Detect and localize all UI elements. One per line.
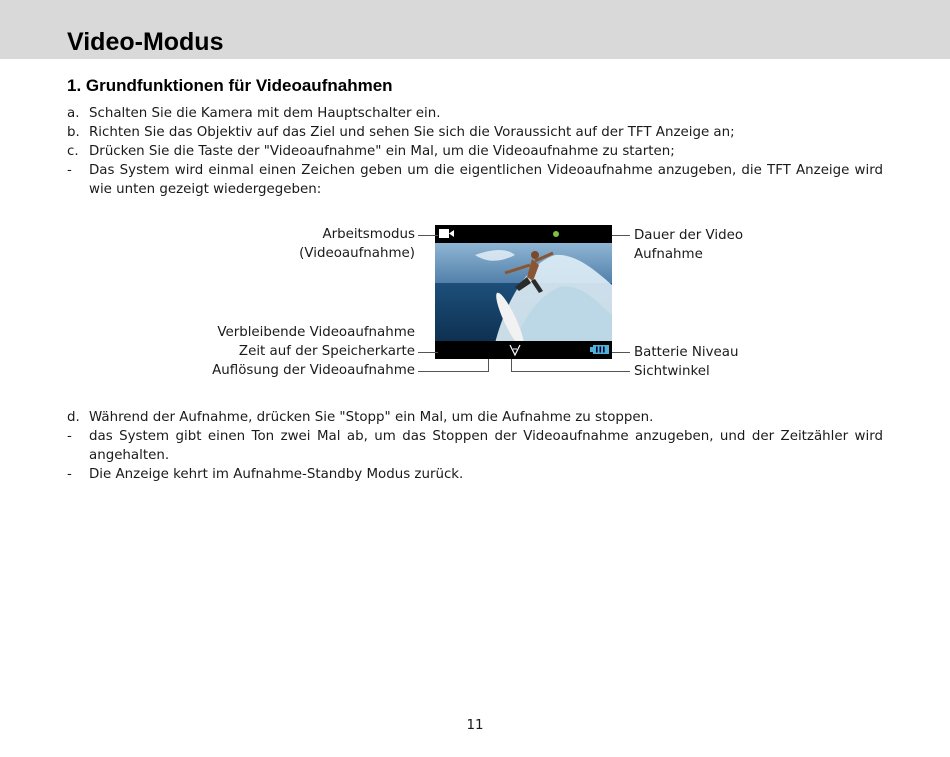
list-text: Die Anzeige kehrt im Aufnahme-Standby Modus zurück. xyxy=(89,467,464,482)
list-item xyxy=(67,142,883,161)
list-text: Richten Sie das Objektiv auf das Ziel und sehen Sie sich die Voraussicht auf der TFT Anzeige an; xyxy=(89,125,735,140)
list-item xyxy=(67,123,883,142)
list-marker: - xyxy=(67,467,72,482)
list-text: Das System wird einmal einen Zeichen geben um die eigentlichen Videoaufnahme anzugeben, die TFT Anzeige wird wie unten gezeigt wiedergegeben: xyxy=(89,163,883,197)
steps-before-list xyxy=(67,104,883,199)
list-marker: c. xyxy=(67,144,79,159)
recording-dot-icon xyxy=(553,231,559,237)
list-text: Drücken Sie die Taste der "Videoaufnahme" ein Mal, um die Videoaufnahme zu starten; xyxy=(89,144,675,159)
list-marker: - xyxy=(67,429,72,444)
label-battery: Batterie Niveau xyxy=(634,345,739,360)
label-remaining-1: Verbleibende Videoaufnahme xyxy=(217,325,415,340)
viewing-angle-icon xyxy=(510,345,520,355)
list-text: Während der Aufnahme, drücken Sie "Stopp" ein Mal, um die Aufnahme zu stoppen. xyxy=(89,410,654,425)
list-text: das System gibt einen Ton zwei Mal ab, um das Stoppen der Videoaufnahme anzugeben, und der Zeitzähler wird angehalten. xyxy=(89,429,883,463)
page-number: 11 xyxy=(466,718,484,733)
label-resolution: Auflösung der Videoaufnahme xyxy=(212,363,415,378)
label-mode: Arbeitsmodus xyxy=(322,227,415,242)
list-marker: d. xyxy=(67,410,80,425)
leader-line xyxy=(612,235,630,236)
list-item xyxy=(67,408,883,427)
leader-line xyxy=(511,371,630,372)
battery-icon xyxy=(590,345,609,354)
list-item xyxy=(67,104,883,123)
list-item xyxy=(67,161,883,199)
leader-line xyxy=(418,235,438,236)
section-heading: 1. Grundfunktionen für Videoaufnahmen xyxy=(67,76,393,95)
leader-line xyxy=(612,352,630,353)
label-mode-sub: (Videoaufnahme) xyxy=(299,246,415,261)
leader-line xyxy=(418,371,489,372)
label-duration-1: Dauer der Video xyxy=(634,228,744,243)
label-angle: Sichtwinkel xyxy=(634,364,710,379)
list-item xyxy=(67,427,883,465)
tft-screen xyxy=(435,225,612,359)
list-text: Schalten Sie die Kamera mit dem Hauptschalter ein. xyxy=(89,106,441,121)
list-marker: b. xyxy=(67,125,80,140)
list-marker: - xyxy=(67,163,72,178)
label-duration-2: Aufnahme xyxy=(634,247,703,262)
steps-after-list xyxy=(67,408,883,484)
video-mode-icon xyxy=(439,229,454,238)
label-remaining-2: Zeit auf der Speicherkarte xyxy=(238,344,415,359)
surfer-photo xyxy=(435,225,612,359)
list-marker: a. xyxy=(67,106,80,121)
leader-line xyxy=(418,352,438,353)
list-item xyxy=(67,465,883,484)
leader-line xyxy=(488,359,489,372)
leader-line xyxy=(511,359,512,372)
page-title: Video-Modus xyxy=(67,28,224,56)
